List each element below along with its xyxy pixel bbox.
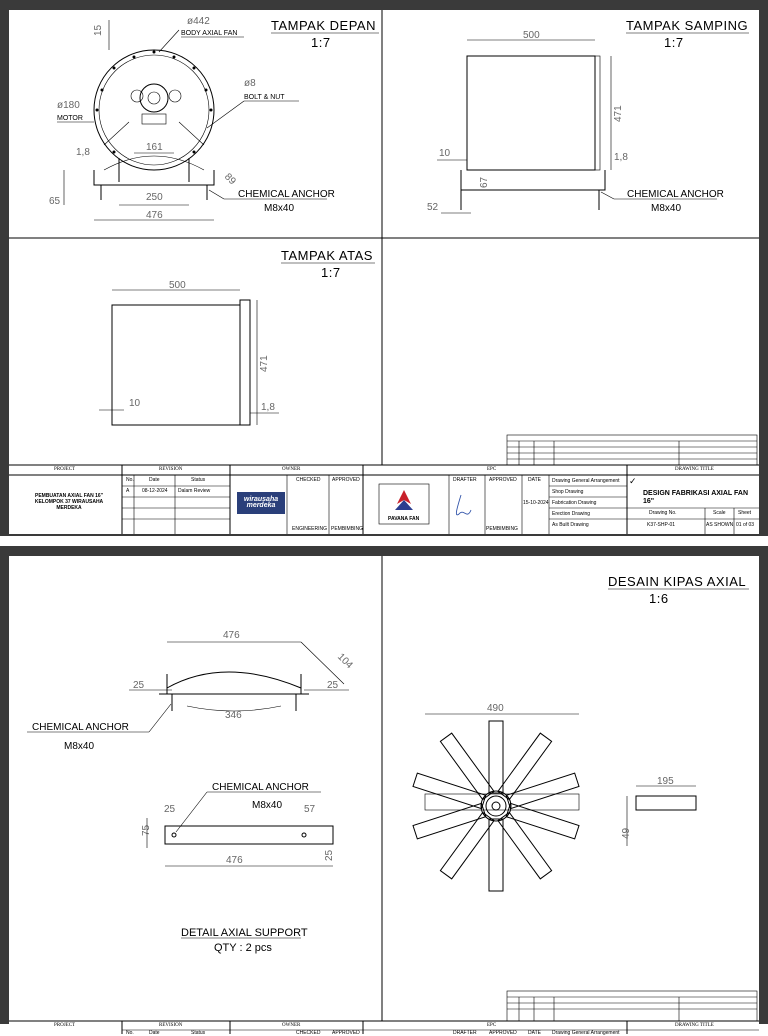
side-dim-1-8: 1,8: [614, 152, 628, 163]
tb-owner-engineering: ENGINEERING: [292, 526, 328, 532]
tb-header-drawing-title: DRAWING TITLE: [675, 467, 714, 472]
front-dim-dia442: ø442: [187, 16, 210, 27]
tb-header-epc: EPC: [487, 467, 497, 472]
tb2-owner-checked: CHECKED: [296, 1030, 321, 1036]
front-view-title: TAMPAK DEPAN: [271, 18, 376, 33]
support-note-anchor-2: CHEMICAL ANCHOR: [212, 782, 309, 793]
side-dim-52: 52: [427, 202, 439, 213]
owner-logo: wirausaha merdeka: [243, 496, 279, 509]
top-view-title: TAMPAK ATAS: [281, 248, 373, 263]
tb-type-asbuilt: As Built Drawing: [552, 522, 589, 528]
support-note-anchor-size-1: M8x40: [64, 741, 95, 752]
tb2-rev-col-no: No.: [126, 1030, 134, 1036]
tb-project-name: PEMBUATAN AXIAL FAN 16" KELOMPOK 37 WIRAUSAHA MERDEKA: [34, 493, 104, 511]
tb-header-owner: OWNER: [282, 467, 301, 472]
front-note-bolt: BOLT & NUT: [244, 94, 285, 101]
tb-type-fabrication: Fabrication Drawing: [552, 500, 597, 506]
front-dim-1-8: 1,8: [76, 147, 90, 158]
support-dim-25-side: 25: [324, 849, 335, 861]
tb2-rev-col-date: Date: [149, 1030, 160, 1036]
blade-dim-49: 49: [621, 827, 632, 839]
side-dim-500: 500: [523, 30, 540, 41]
tb-info-scale: Scale: [713, 510, 726, 516]
tb-check-mark: ✓: [629, 476, 637, 486]
tb-epc-pembimbing: PEMBIMBING: [486, 526, 518, 532]
front-dim-250: 250: [146, 192, 163, 203]
tb-info-drawing-no: Drawing No.: [649, 510, 677, 516]
top-dim-471: 471: [259, 355, 270, 372]
tb-epc-date: DATE: [528, 477, 541, 483]
front-dim-dia8: ø8: [244, 78, 256, 89]
tb-owner-approved: APPROVED: [332, 477, 360, 483]
tb-header-revision: REVISION: [159, 467, 183, 472]
front-dim-dia180: ø180: [57, 100, 80, 111]
side-dim-10: 10: [439, 148, 451, 159]
front-note-body: BODY AXIAL FAN: [181, 30, 238, 37]
side-note-anchor: CHEMICAL ANCHOR: [627, 189, 724, 200]
support-dim-25-plan: 25: [164, 804, 176, 815]
tb2-owner-approved: APPROVED: [332, 1030, 360, 1036]
tb-epc-date-value: 15-10-2024: [523, 500, 549, 506]
support-dim-75: 75: [141, 824, 152, 836]
tb-rev-no: A: [126, 488, 130, 494]
support-detail: [27, 630, 355, 954]
tb-rev-status: Dalam Review: [178, 488, 211, 494]
tb2-header-owner: OWNER: [282, 1023, 301, 1028]
support-dim-476-top: 476: [223, 630, 240, 641]
support-dim-25-right: 25: [327, 680, 339, 691]
support-note-anchor-1: CHEMICAL ANCHOR: [32, 722, 129, 733]
side-dim-67: 67: [479, 176, 490, 188]
front-dim-15: 15: [93, 24, 104, 36]
side-dim-471: 471: [613, 105, 624, 122]
support-title: DETAIL AXIAL SUPPORT: [181, 927, 308, 939]
side-view-scale: 1:7: [664, 35, 684, 50]
front-dim-161: 161: [146, 142, 163, 153]
blade-dim-195: 195: [657, 776, 674, 787]
side-view: [427, 18, 749, 214]
support-dim-57: 57: [304, 804, 316, 815]
sheet-1-drawing: [9, 10, 759, 534]
front-dim-65: 65: [49, 196, 61, 207]
support-note-anchor-size-2: M8x40: [252, 800, 283, 811]
sheet-2-paper: [9, 556, 759, 1034]
support-qty: QTY : 2 pcs: [214, 942, 272, 954]
tb2-header-epc: EPC: [487, 1023, 497, 1028]
tb2-epc-approved: APPROVED: [489, 1030, 517, 1036]
front-note-anchor-size: M8x40: [264, 203, 295, 214]
tb-owner-pembimbing: PEMBIMBING: [331, 526, 363, 532]
side-note-anchor-size: M8x40: [651, 203, 682, 214]
tb-value-drawing-no: K37-SHP-01: [647, 522, 676, 528]
tb2-rev-col-status: Status: [191, 1030, 206, 1036]
epc-logo: PAVANA FAN: [388, 516, 420, 522]
tb-drawing-title: DESIGN FABRIKASI AXIAL FAN 16": [643, 490, 749, 505]
top-dim-10: 10: [129, 398, 141, 409]
sheet-2-drawing: [9, 556, 759, 1034]
top-view: [99, 248, 375, 425]
titleblock-grid-2: [9, 1021, 759, 1034]
front-view-scale: 1:7: [311, 35, 331, 50]
tb2-header-project: PROJECT: [54, 1023, 76, 1028]
front-note-anchor: CHEMICAL ANCHOR: [238, 189, 335, 200]
tb-info-sheet: Sheet: [738, 510, 752, 516]
bom-table-2: [507, 991, 757, 1021]
tb-value-sheet: 01 of 03: [736, 522, 755, 528]
tb2-header-revision: REVISION: [159, 1023, 183, 1028]
blade-scale: 1:6: [649, 591, 669, 606]
top-view-scale: 1:7: [321, 265, 341, 280]
support-dim-25-left: 25: [133, 680, 145, 691]
tb-rev-date: 08-12-2024: [142, 488, 168, 494]
support-dim-104: 104: [335, 651, 355, 672]
top-dim-500: 500: [169, 280, 186, 291]
tb2-header-drawing-title: DRAWING TITLE: [675, 1023, 714, 1028]
tb-type-ga: Drawing General Arrangement: [552, 478, 620, 484]
tb-type-erection: Erection Drawing: [552, 511, 591, 517]
side-view-title: TAMPAK SAMPING: [626, 18, 749, 33]
support-dim-476-bottom: 476: [226, 855, 243, 866]
tb2-type-ga: Drawing General Arrangement: [552, 1030, 620, 1036]
drawing-sheet-2: [0, 546, 768, 1036]
front-dim-476: 476: [146, 210, 163, 221]
tb2-epc-drafter: DRAFTER: [453, 1030, 477, 1036]
tb-header-project: PROJECT: [54, 467, 76, 472]
tb-rev-col-status: Status: [191, 477, 206, 483]
tb-value-scale: AS SHOWN: [706, 522, 734, 528]
tb-epc-drafter: DRAFTER: [453, 477, 477, 483]
blade-title: DESAIN KIPAS AXIAL: [608, 574, 747, 589]
tb2-epc-date: DATE: [528, 1030, 541, 1036]
front-view: [49, 16, 379, 221]
blade-design: [413, 574, 749, 891]
tb-rev-col-date: Date: [149, 477, 160, 483]
tb-rev-col-no: No.: [126, 477, 134, 483]
sheet-1-paper: [9, 10, 759, 534]
tb-epc-approved: APPROVED: [489, 477, 517, 483]
support-dim-346: 346: [225, 710, 242, 721]
tb-type-shop: Shop Drawing: [552, 489, 584, 495]
top-dim-1-8: 1,8: [261, 402, 275, 413]
front-dim-89: 89: [222, 171, 238, 188]
blade-dim-490: 490: [487, 703, 504, 714]
front-note-motor: MOTOR: [57, 115, 83, 122]
tb-owner-checked: CHECKED: [296, 477, 321, 483]
bom-table: [507, 435, 757, 465]
